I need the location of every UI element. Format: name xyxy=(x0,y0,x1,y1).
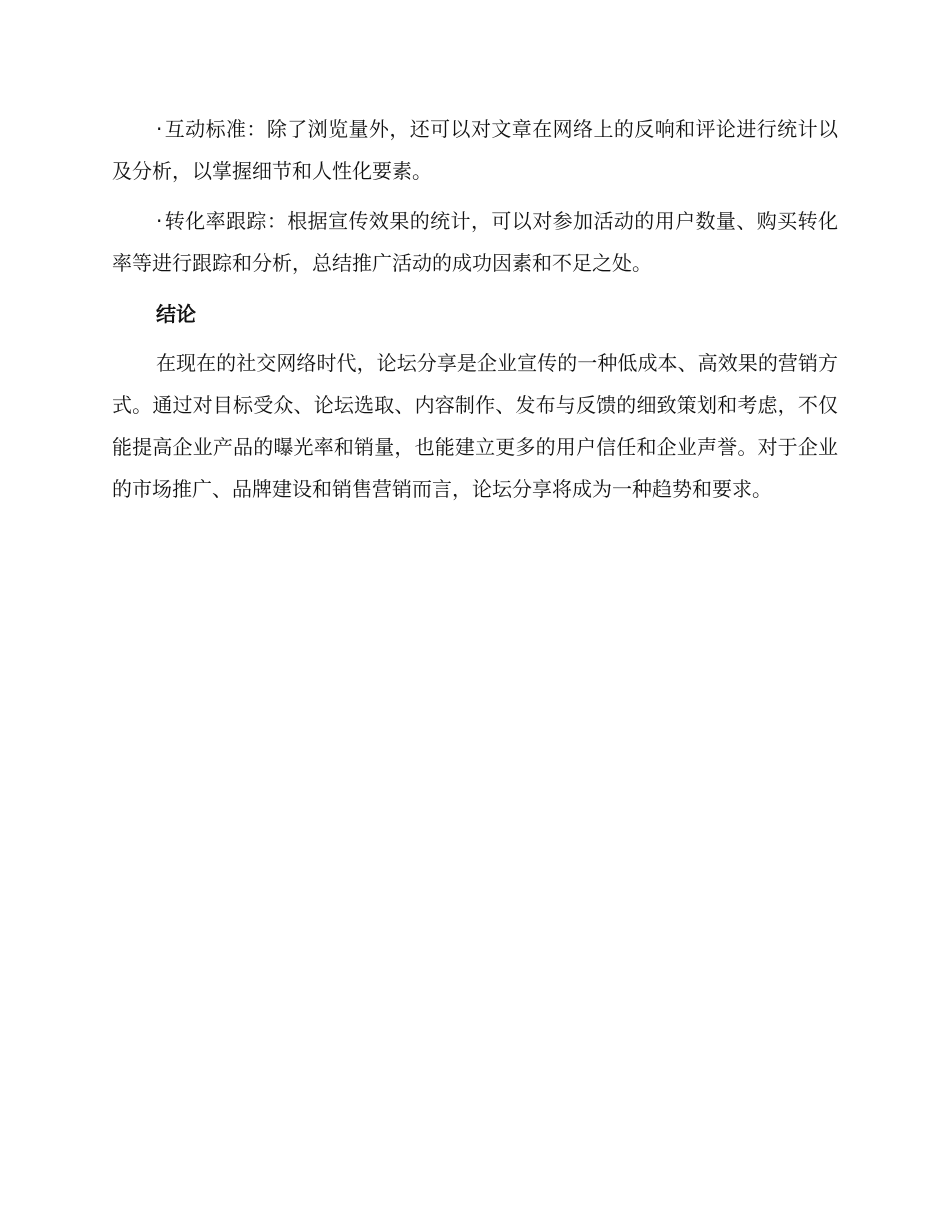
section-heading-conclusion: 结论 xyxy=(156,302,196,326)
bullet-text: 互动标准：除了浏览量外，还可以对文章在网络上的反响和评论进行统计以及分析，以掌握细节和人性化要素。 xyxy=(112,117,838,183)
bullet-marker: · xyxy=(156,117,163,141)
bullet-text: 转化率跟踪：根据宣传效果的统计，可以对参加活动的用户数量、购买转化率等进行跟踪和分析，总结推广活动的成功因素和不足之处。 xyxy=(112,209,838,275)
conclusion-paragraph: 在现在的社交网络时代，论坛分享是企业宣传的一种低成本、高效果的营销方式。通过对目标受众、论坛选取、内容制作、发布与反馈的细致策划和考虑，不仅能提高企业产品的曝光率和销量，也能建立更多的用户信任和企业声誉。对于企业的市场推广、品牌建设和销售营销而言，论坛分享将成为一种趋势和要求。 xyxy=(112,351,838,501)
bullet-marker: · xyxy=(156,209,163,233)
document-body xyxy=(112,108,838,518)
bullet-paragraph-conversion xyxy=(112,200,838,284)
bullet-paragraph-interaction xyxy=(112,108,838,192)
